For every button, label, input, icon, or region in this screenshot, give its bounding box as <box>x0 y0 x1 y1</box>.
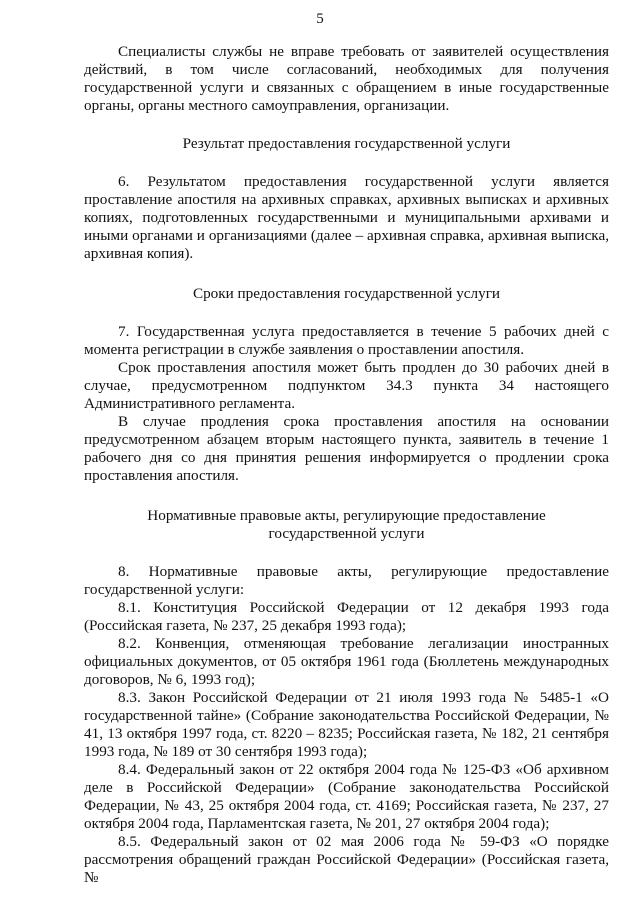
list-item-8-2: 8.2. Конвенция, отменяющая требование легализации иностранных официальных документов, от 05 октября 1961 года (Бюллетень международных договоров, № 6, 1993 год); <box>84 635 609 688</box>
heading-legal-acts-line1: Нормативные правовые акты, регулирующие предоставление <box>147 507 546 524</box>
heading-terms: Сроки предоставления государственной услуги <box>192 285 501 302</box>
list-item-8-5: 8.5. Федеральный закон от 02 мая 2006 года № 59-ФЗ «О порядке рассмотрения обращений граждан Российской Федерации» (Российская газета, № <box>84 833 609 886</box>
document-body <box>84 43 609 887</box>
page-number: 5 <box>316 11 324 27</box>
heading-result: Результат предоставления государственной услуги <box>182 135 511 152</box>
paragraph-item-6: 6. Результатом предоставления государственной услуги является проставление апостиля на архивных справках, архивных выписках и архивных копиях, подготовленных государственными и муниципальными архивами и иными органами и организациями (далее – архивная справка, архивная выписка, архивная копия). <box>84 173 609 262</box>
paragraph-item-8: 8. Нормативные правовые акты, регулирующие предоставление государственной услуги: <box>84 563 609 598</box>
heading-legal-acts <box>84 507 609 543</box>
list-item-8-3: 8.3. Закон Российской Федерации от 21 июля 1993 года № 5485-1 «О государственной тайне» (Собрание законодательства Российской Федерации, № 41, 13 октября 1997 года, ст. 8220 – 8235; Российская газета, № 182, 21 сентября 1993 года, № 189 от 30 сентября 1993 года); <box>84 689 609 760</box>
heading-legal-acts-line2: государственной услуги <box>268 525 425 542</box>
paragraph-item-7: 7. Государственная услуга предоставляется в течение 5 рабочих дней с момента регистрации в службе заявления о проставлении апостиля. <box>84 323 609 358</box>
list-item-8-4: 8.4. Федеральный закон от 22 октября 2004 года № 125-ФЗ «Об архивном деле в Российской Федерации» (Собрание законодательства Российской Федерации, № 43, 25 октября 2004 года, ст. 4169; Российская газета, № 237, 27 октября 2004 года, Парламентская газета, № 201, 27 октября 2004 года); <box>84 761 609 832</box>
list-item-8-1: 8.1. Конституция Российской Федерации от 12 декабря 1993 года (Российская газета, № 237, 25 декабря 1993 года); <box>84 599 609 634</box>
paragraph-extension-notice: В случае продления срока проставления апостиля на основании предусмотренном абзацем вторым настоящего пункта, заявитель в течение 1 рабочего дня со дня принятия решения информируется о продлении срока проставления апостиля. <box>84 413 609 484</box>
paragraph-extension: Срок проставления апостиля может быть продлен до 30 рабочих дней в случае, предусмотренном подпунктом 34.3 пункта 34 настоящего Административного регламента. <box>84 359 609 412</box>
paragraph-specialists: Специалисты службы не вправе требовать от заявителей осуществления действий, в том числе согласований, необходимых для получения государственной услуги и связанных с обращением в иные государственные органы, органы местного самоуправления, организации. <box>84 43 609 114</box>
